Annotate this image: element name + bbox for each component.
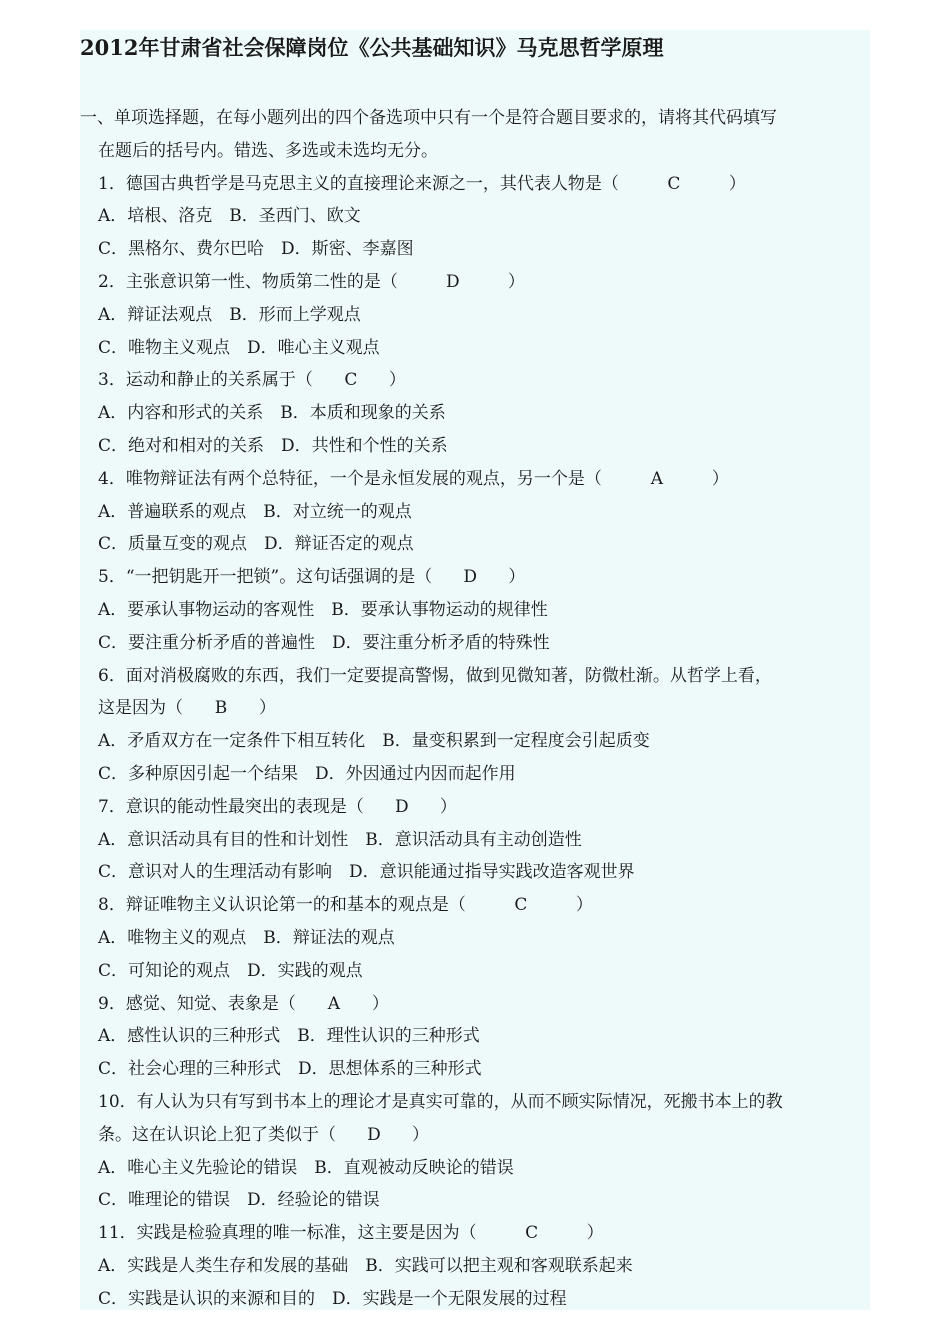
question-11-options-ab: A．实践是人类生存和发展的基础 B．实践可以把主观和客观联系起来 [98, 1255, 633, 1276]
question-9-options-cd: C．社会心理的三种形式 D．思想体系的三种形式 [98, 1059, 482, 1080]
question-7-options-ab: A．意识活动具有目的性和计划性 B．意识活动具有主动创造性 [98, 829, 582, 850]
question-6-stem: 6．面对消极腐败的东西，我们一定要提高警惕，做到见微知著，防微杜渐。从哲学上看， [98, 665, 772, 686]
question-3-options-ab: A．内容和形式的关系 B．本质和现象的关系 [98, 403, 446, 424]
question-10-stem-cont: 条。这在认识论上犯了类似于（ D ） [80, 1119, 880, 1152]
question-2-options-cd: C．唯物主义观点 D．唯心主义观点 [98, 337, 380, 358]
section-heading: 一、单项选择题，在每小题列出的四个备选项中只有一个是符合题目要求的，请将其代码填写 [80, 108, 777, 128]
question-10-options-cd: C．唯理论的错误 D．经验论的错误 [98, 1190, 380, 1211]
question-11-options-cd: C．实践是认识的来源和目的 D．实践是一个无限发展的过程 [98, 1288, 567, 1309]
question-1-options-cd: C．黑格尔、费尔巴哈 D．斯密、李嘉图 [98, 239, 414, 260]
question-11-answer: C [525, 1223, 539, 1244]
question-4-stem: 4．唯物辩证法有两个总特征，一个是永恒发展的观点，另一个是（ A ） [80, 463, 880, 496]
question-8-options-ab: A．唯物主义的观点 B．辩证法的观点 [98, 927, 395, 948]
question-7-options-cd: C．意识对人的生理活动有影响 D．意识能通过指导实践改造客观世界 [98, 862, 635, 883]
question-6-answer: B [214, 698, 228, 719]
question-5-options-ab: A．要承认事物运动的客观性 B．要承认事物运动的规律性 [98, 599, 548, 620]
question-1-stem: 1．德国古典哲学是马克思主义的直接理论来源之一，其代表人物是（ C ） [80, 168, 880, 201]
question-9-options-ab: A．感性认识的三种形式 B．理性认识的三种形式 [98, 1026, 480, 1047]
section-heading-cont: 在题后的括号内。错选、多选或未选均无分。 [98, 140, 438, 161]
question-10-stem: 10．有人认为只有写到书本上的理论才是真实可靠的，从而不顾实际情况，死搬书本上的教 [98, 1091, 783, 1112]
question-6-options-cd: C．多种原因引起一个结果 D．外因通过内因而起作用 [98, 763, 516, 784]
question-3-options-cd: C．绝对和相对的关系 D．共性和个性的关系 [98, 435, 448, 456]
question-9-answer: A [327, 993, 340, 1014]
question-5-answer: D [463, 567, 478, 588]
question-9-stem: 9．感觉、知觉、表象是（ A ） [80, 988, 880, 1021]
document-body [80, 102, 880, 1315]
question-6-options-ab: A．矛盾双方在一定条件下相互转化 B．量变积累到一定程度会引起质变 [98, 731, 650, 752]
question-7-answer: D [395, 796, 409, 817]
question-4-options-ab: A．普遍联系的观点 B．对立统一的观点 [98, 501, 412, 522]
question-3-answer: C [344, 370, 358, 391]
question-8-options-cd: C．可知论的观点 D．实践的观点 [98, 960, 363, 981]
question-2-options-ab: A．辩证法观点 B．形而上学观点 [98, 304, 361, 325]
question-5-stem: 5．“一把钥匙开一把锁”。这句话强调的是（ D ） [80, 561, 880, 594]
question-8-stem: 8．辩证唯物主义认识论第一的和基本的观点是（ C ） [80, 889, 880, 922]
question-2-stem: 2．主张意识第一性、物质第二性的是（ D ） [80, 266, 880, 299]
question-10-answer: D [367, 1124, 381, 1145]
question-8-answer: C [514, 895, 528, 916]
question-1-options-ab: A．培根、洛克 B．圣西门、欧文 [98, 206, 361, 227]
question-5-options-cd: C．要注重分析矛盾的普遍性 D．要注重分析矛盾的特殊性 [98, 632, 550, 653]
question-4-options-cd: C．质量互变的观点 D．辩证否定的观点 [98, 534, 414, 555]
question-4-answer: A [650, 468, 663, 489]
question-1-answer: C [667, 173, 681, 194]
question-2-answer: D [446, 271, 460, 292]
question-10-options-ab: A．唯心主义先验论的错误 B．直观被动反映论的错误 [98, 1157, 514, 1178]
document-title: 2012年甘肃省社会保障岗位《公共基础知识》马克思哲学原理 [80, 35, 664, 60]
question-3-stem: 3．运动和静止的关系属于（ C ） [80, 364, 880, 397]
question-11-stem: 11．实践是检验真理的唯一标准，这主要是因为（ C ） [80, 1217, 880, 1250]
question-6-stem-cont: 这是因为（ B ） [80, 692, 880, 725]
question-7-stem: 7．意识的能动性最突出的表现是（ D ） [80, 791, 880, 824]
